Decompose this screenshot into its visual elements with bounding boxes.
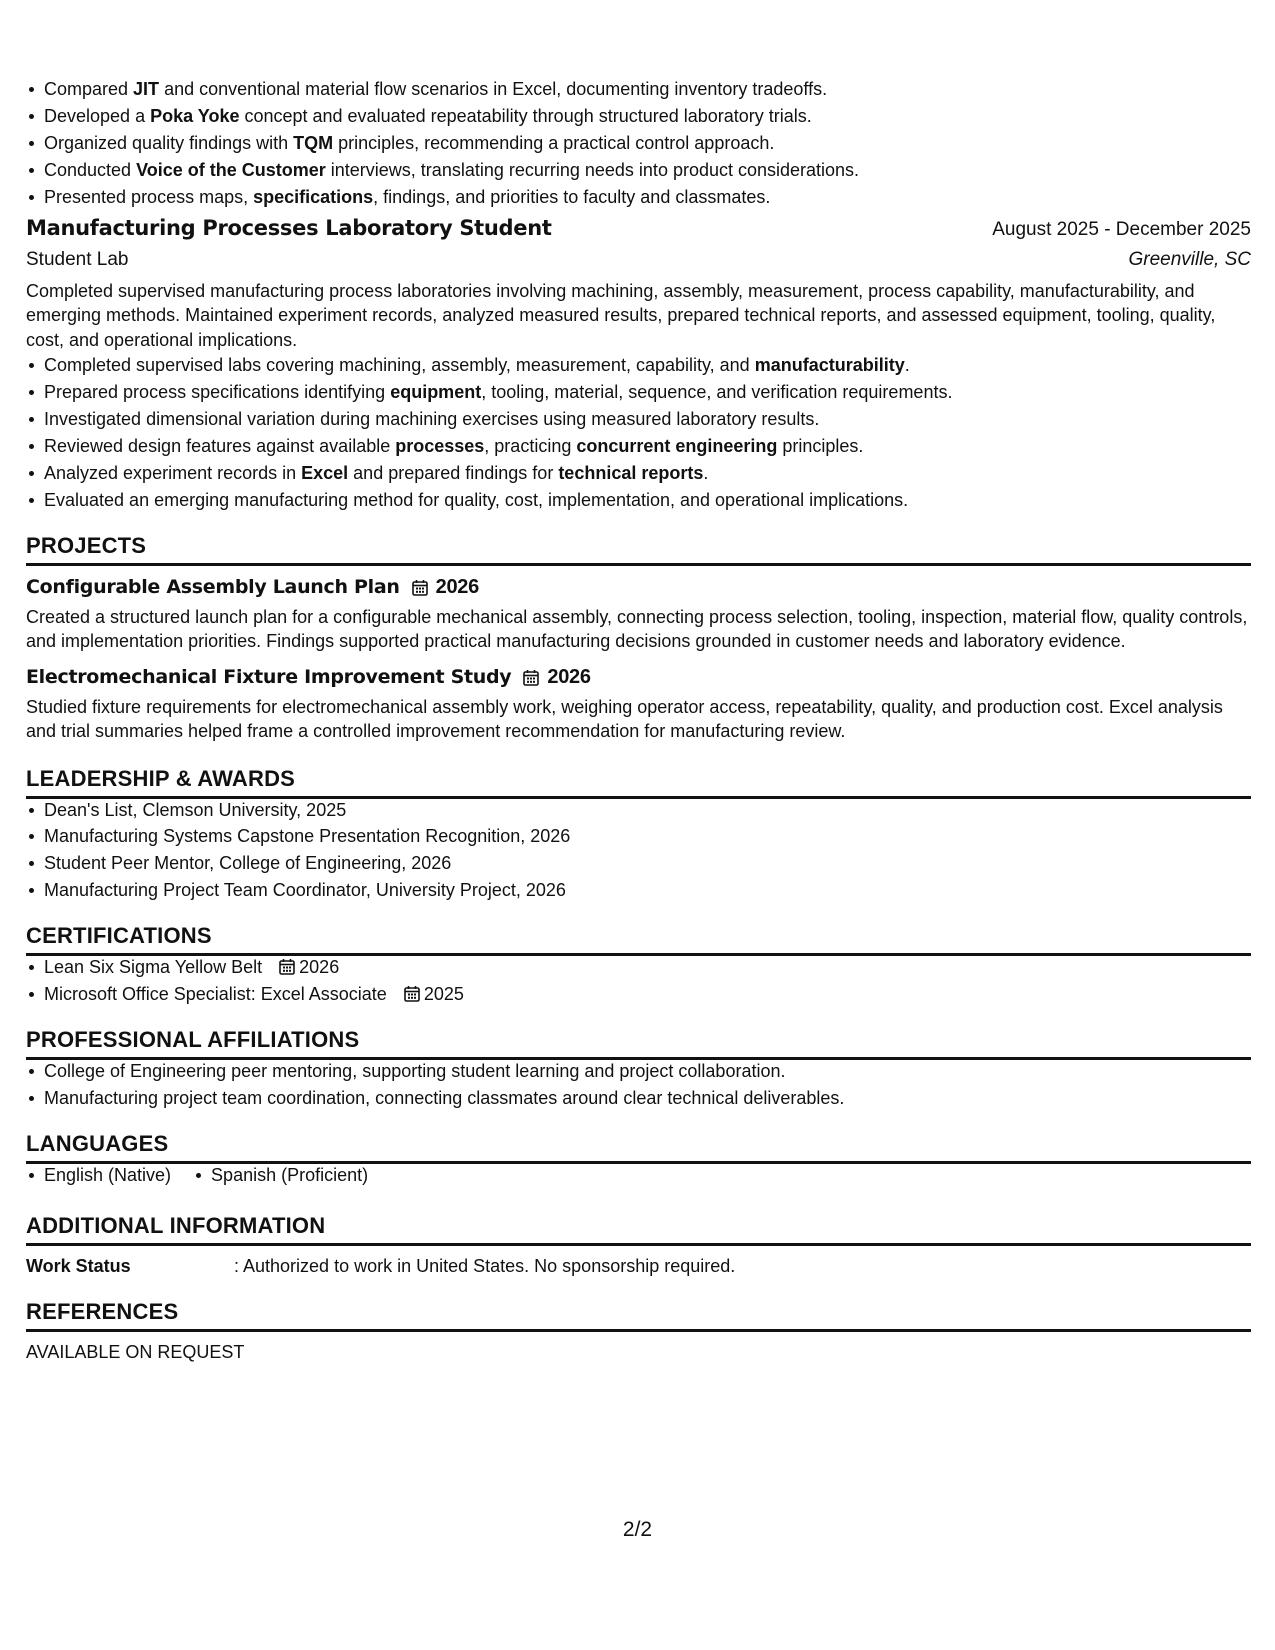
list-item: Manufacturing Systems Capstone Presentation Recognition, 2026 [26,825,1251,847]
list-item: Completed supervised labs covering machining, assembly, measurement, capability, and manufacturability. [26,354,1251,376]
languages-section [26,1131,1251,1191]
project-year: 2026 [547,665,591,688]
list-item: Presented process maps, specifications, findings, and priorities to faculty and classmates. [26,186,1251,208]
list-item: Student Peer Mentor, College of Engineering, 2026 [26,852,1251,874]
additional-info-section [26,1213,1251,1277]
list-item: Dean's List, Clemson University, 2025 [26,799,1251,821]
project-description: Created a structured launch plan for a configurable mechanical assembly, connecting process selection, tooling, inspection, material flow, quality controls, and implementation priorities. Findings supported practical manufacturing decisions grounded in customer needs and laboratory evidence. [26,606,1248,652]
list-item: Conducted Voice of the Customer interviews, translating recurring needs into product considerations. [26,159,1251,181]
job-bullets [26,354,1251,510]
work-status-label: Work Status [26,1255,131,1276]
project-description: Studied fixture requirements for electromechanical assembly work, weighing operator access, repeatability, quality, and production cost. Excel analysis and trial summaries helped frame a controlled improvement recommendation for manufacturing review. [26,696,1223,742]
section-heading-additional-info: ADDITIONAL INFORMATION [26,1213,1251,1246]
job-title: Manufacturing Processes Laboratory Student [26,215,552,240]
list-item: Investigated dimensional variation during machining exercises using measured laboratory results. [26,408,1251,430]
project-year: 2026 [435,575,479,598]
references-text: AVAILABLE ON REQUEST [26,1341,245,1362]
project-title: Configurable Assembly Launch Plan [26,576,400,599]
list-item [26,956,1251,978]
certification-year: 2026 [299,957,340,978]
list-item: Compared JIT and conventional material flow scenarios in Excel, documenting inventory tradeoffs. [26,78,1251,100]
list-item [26,983,1251,1005]
references-section [26,1299,1251,1363]
resume-page [26,78,1251,1363]
project-entry [26,576,1251,654]
list-item: Reviewed design features against available processes, practicing concurrent engineering principles. [26,435,1251,457]
certification-year: 2025 [423,984,464,1005]
list-item: Evaluated an emerging manufacturing method for quality, cost, implementation, and operational implications. [26,489,1251,511]
project-title: Electromechanical Fixture Improvement Study [26,666,512,689]
calendar-icon [523,669,539,686]
job-entry [26,216,1251,511]
job-location: Greenville, SC [1128,248,1251,270]
affiliations-section [26,1027,1251,1109]
section-heading-references: REFERENCES [26,1299,1251,1332]
list-item: Manufacturing Project Team Coordinator, University Project, 2026 [26,879,1251,901]
list-item: Analyzed experiment records in Excel and prepared findings for technical reports. [26,462,1251,484]
project-entry [26,666,1251,744]
section-heading-projects: PROJECTS [26,533,1251,566]
section-heading-leadership: LEADERSHIP & AWARDS [26,766,1251,799]
calendar-icon [404,985,420,1002]
list-item: Organized quality findings with TQM principles, recommending a practical control approach. [26,132,1251,154]
list-item: Developed a Poka Yoke concept and evaluated repeatability through structured laboratory trials. [26,105,1251,127]
leadership-section [26,766,1251,902]
certification-name: Lean Six Sigma Yellow Belt [44,957,263,978]
section-heading-certifications: CERTIFICATIONS [26,923,1251,956]
work-status-value: : Authorized to work in United States. No sponsorship required. [234,1255,736,1276]
projects-section [26,533,1251,744]
job-description: Completed supervised manufacturing process laboratories involving machining, assembly, measurement, process capability, manufacturability, and emerging methods. Maintained experiment records, analyzed measured results, prepared technical reports, and assessed equipment, tooling, quality, cost, and operational implications. [26,280,1216,350]
calendar-icon [279,958,295,975]
list-item: College of Engineering peer mentoring, supporting student learning and project collaboration. [26,1060,1251,1082]
calendar-icon [412,579,428,596]
page-number: 2/2 [622,1518,653,1541]
list-item: Manufacturing project team coordination, connecting classmates around clear technical deliverables. [26,1087,1251,1109]
job-organization: Student Lab [26,248,129,270]
section-heading-affiliations: PROFESSIONAL AFFILIATIONS [26,1027,1251,1060]
language-item: English (Native) [26,1164,171,1186]
job-dates: August 2025 - December 2025 [992,218,1251,240]
list-item: Prepared process specifications identifying equipment, tooling, material, sequence, and verification requirements. [26,381,1251,403]
previous-role-bullets [26,78,1251,208]
section-heading-languages: LANGUAGES [26,1131,1251,1164]
language-item: Spanish (Proficient) [193,1164,368,1186]
certification-name: Microsoft Office Specialist: Excel Associate [44,984,387,1005]
certifications-section [26,923,1251,1005]
